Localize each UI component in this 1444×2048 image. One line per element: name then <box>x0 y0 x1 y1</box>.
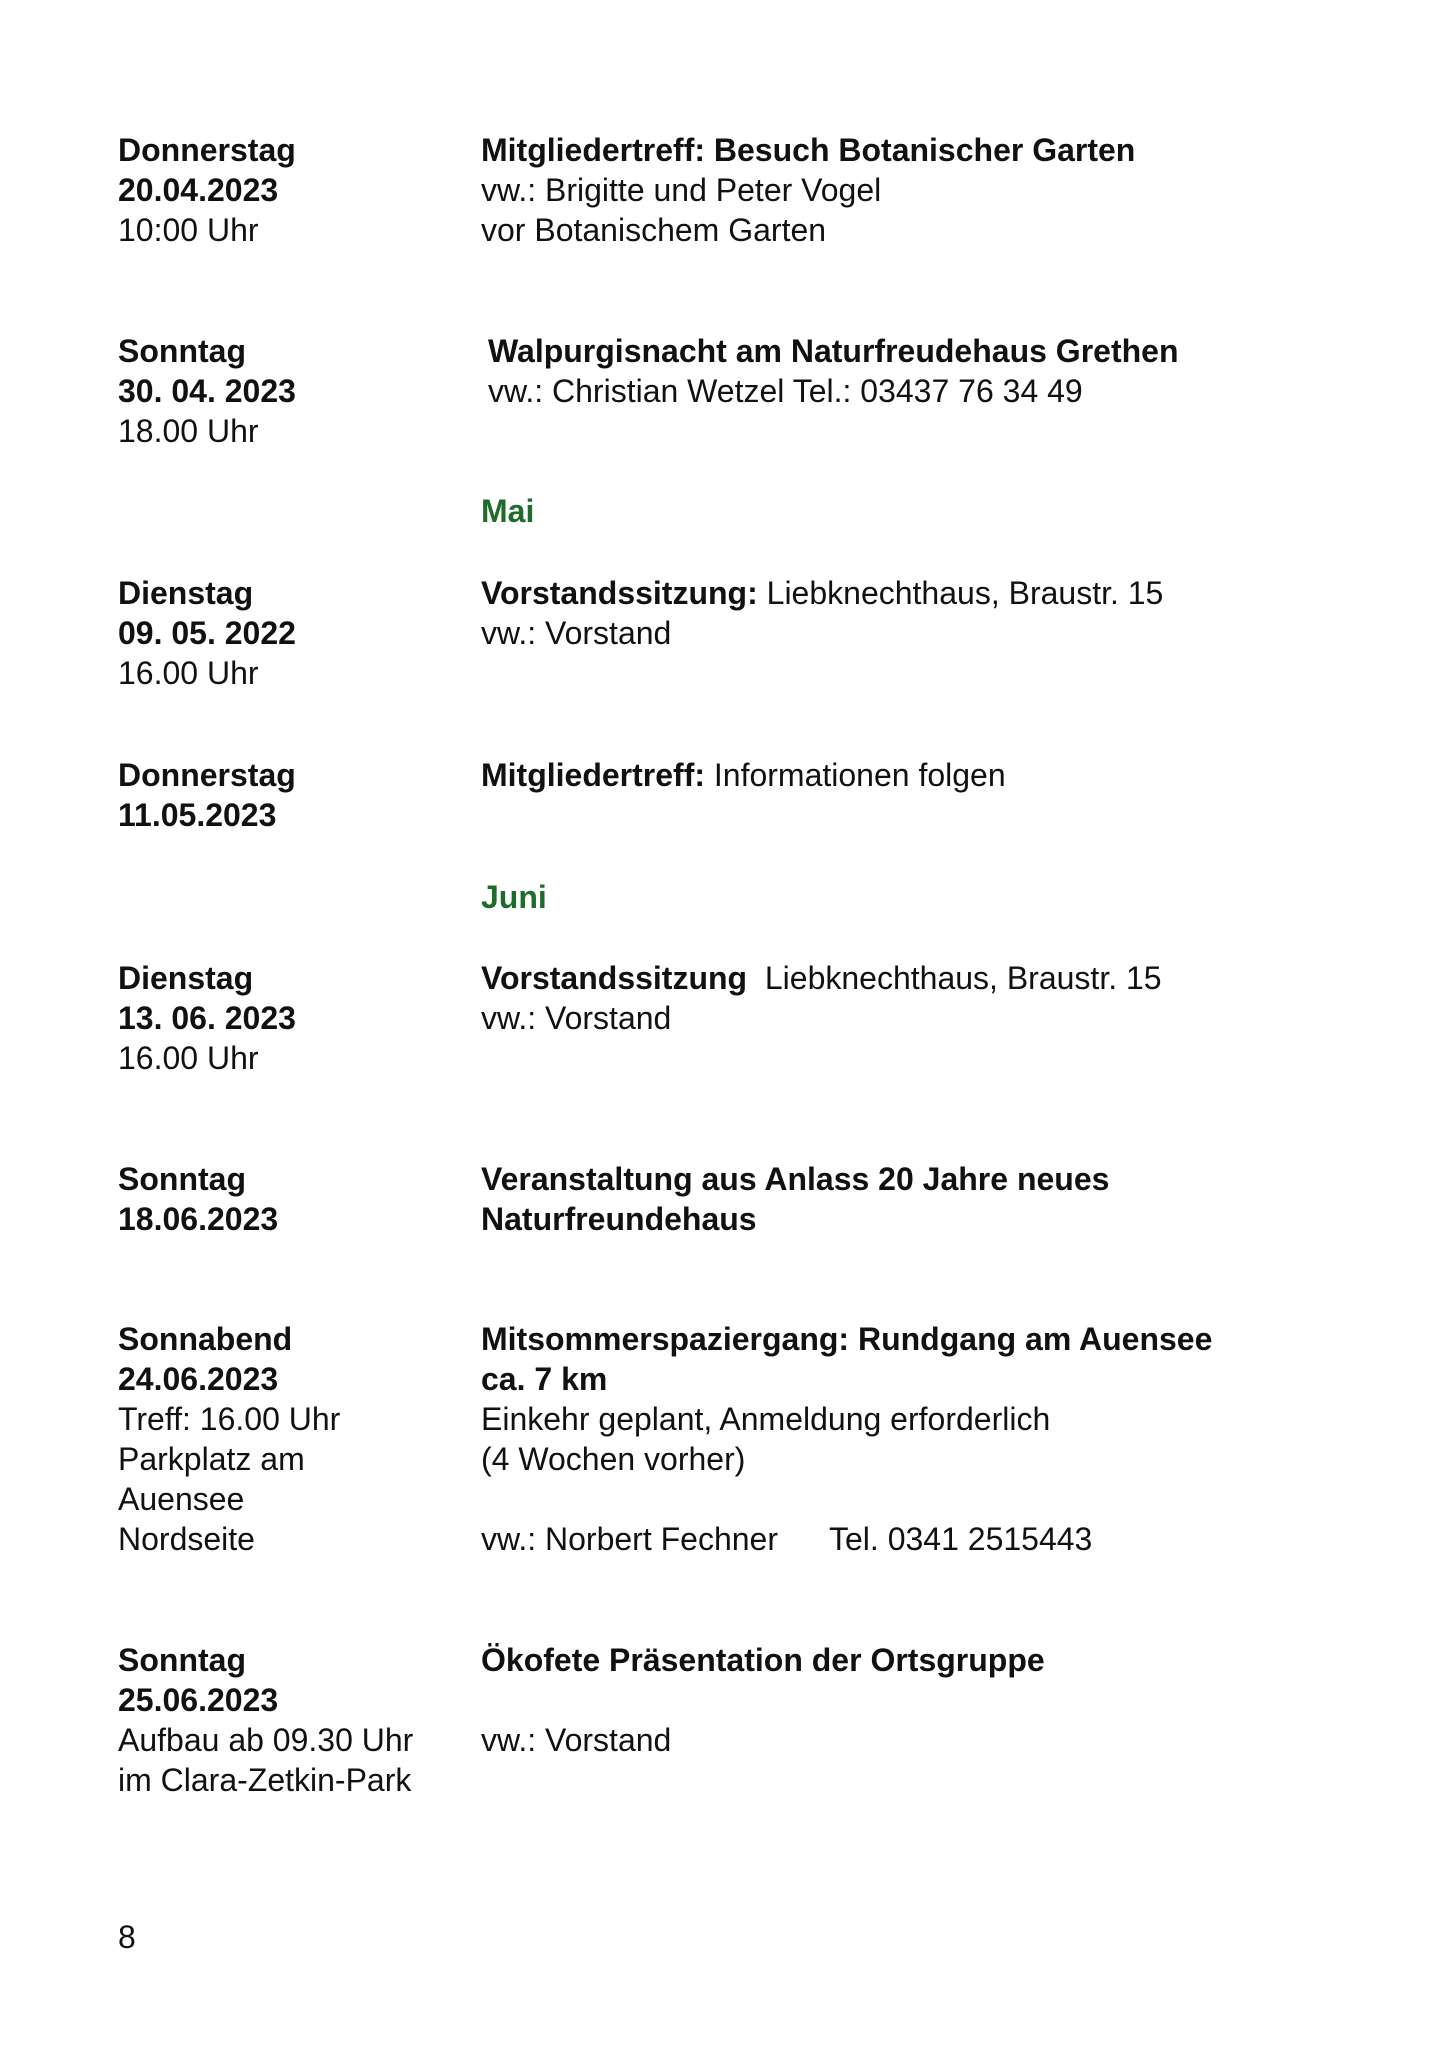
event-title-bold: Mitgliedertreff: <box>481 757 705 793</box>
month-heading-june: Juni <box>481 879 547 915</box>
event-time: 16.00 Uhr <box>118 1040 259 1076</box>
event-place: vor Botanischem Garten <box>481 212 827 248</box>
event-lead: vw.: Vorstand <box>481 1722 672 1758</box>
event-date: 18.06.2023 <box>118 1201 279 1237</box>
event-meet-line: Nordseite <box>118 1521 255 1557</box>
event-date: 11.05.2023 <box>118 797 277 833</box>
event-title-bold: Vorstandssitzung <box>481 960 748 996</box>
event-date: 13. 06. 2023 <box>118 1000 296 1036</box>
event-title: Mitgliedertreff: Besuch Botanischer Garten <box>481 132 1136 168</box>
page-number: 8 <box>118 1919 136 1955</box>
event-lead: vw.: Norbert Fechner <box>481 1521 778 1557</box>
event-lead: vw.: Vorstand <box>481 615 672 651</box>
event-date: 20.04.2023 <box>118 172 279 208</box>
event-lead: vw.: Vorstand <box>481 1000 672 1036</box>
event-day: Sonntag <box>118 1161 246 1197</box>
event-title-rest: Liebknechthaus, Braustr. 15 <box>747 960 1162 996</box>
event-lead: vw.: Christian Wetzel Tel.: 03437 76 34 49 <box>488 373 1083 409</box>
event-title-line2: Naturfreundehaus <box>481 1201 757 1237</box>
event-meet-line: Auensee <box>118 1481 245 1517</box>
event-title: Ökofete Präsentation der Ortsgruppe <box>481 1642 1045 1678</box>
month-heading-may: Mai <box>481 493 535 529</box>
event-title: Walpurgisnacht am Naturfreudehaus Grethen <box>488 333 1179 369</box>
event-date: 09. 05. 2022 <box>118 615 296 651</box>
event-title-rest: Liebknechthaus, Braustr. 15 <box>757 575 1164 611</box>
event-title-rest: Informationen folgen <box>705 757 1006 793</box>
event-meet-line: Aufbau ab 09.30 Uhr <box>118 1722 414 1758</box>
event-day: Dienstag <box>118 960 254 996</box>
event-day: Sonntag <box>118 333 246 369</box>
event-day: Donnerstag <box>118 757 296 793</box>
event-title-line2: ca. 7 km <box>481 1361 608 1397</box>
event-time: 18.00 Uhr <box>118 413 259 449</box>
event-time: 16.00 Uhr <box>118 655 259 691</box>
event-title-line1: Veranstaltung aus Anlass 20 Jahre neues <box>481 1161 1110 1197</box>
event-title <box>481 958 1162 998</box>
event-title-line1: Mitsommerspaziergang: Rundgang am Auensee <box>481 1321 1213 1357</box>
event-title <box>481 573 1163 613</box>
event-phone: Tel. 0341 2515443 <box>829 1521 1093 1557</box>
event-day: Sonntag <box>118 1642 246 1678</box>
event-lead: vw.: Brigitte und Peter Vogel <box>481 172 882 208</box>
event-date: 24.06.2023 <box>118 1361 279 1397</box>
event-day: Donnerstag <box>118 132 296 168</box>
event-day: Sonnabend <box>118 1321 293 1357</box>
event-meet-line: Treff: 16.00 Uhr <box>118 1401 341 1437</box>
event-title-bold: Vorstandssitzung: <box>481 575 758 611</box>
event-title <box>481 755 1006 795</box>
event-meet-line: im Clara-Zetkin-Park <box>118 1762 412 1798</box>
event-meet-line: Parkplatz am <box>118 1441 305 1477</box>
event-time: 10:00 Uhr <box>118 212 259 248</box>
event-date: 30. 04. 2023 <box>118 373 296 409</box>
event-date: 25.06.2023 <box>118 1682 279 1718</box>
event-info-line2: (4 Wochen vorher) <box>481 1441 746 1477</box>
event-day: Dienstag <box>118 575 254 611</box>
event-info-line1: Einkehr geplant, Anmeldung erforderlich <box>481 1401 1051 1437</box>
